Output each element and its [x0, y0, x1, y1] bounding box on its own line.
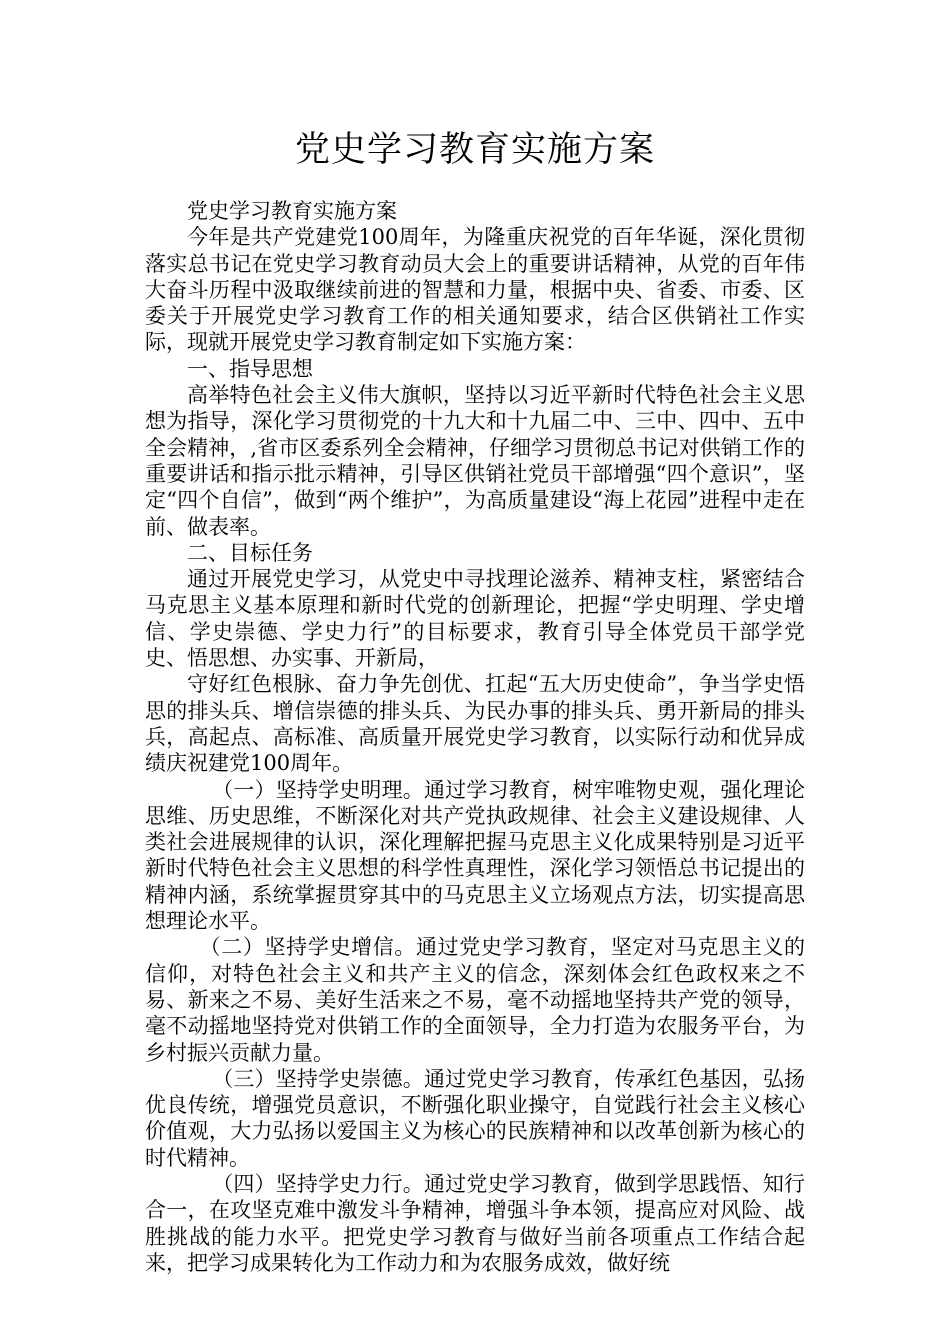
item-paragraph-one: （一）坚持学史明理。通过学习教育，树牢唯物史观，强化理论思维、历史思维，不断深化对共产党执政规律、社会主义建设规律、人类社会进展规律的认识，深化理解把握马克思主义化成果特别是习近平新时代特色社会主义思想的科学性真理性，深化学习领悟总书记提出的精神内涵，系统掌握贯穿其中的马克思主义立场观点方法，切实提高思想理论水平。 — [145, 777, 805, 934]
document-subtitle: 党史学习教育实施方案 — [187, 199, 397, 223]
item-paragraph-three: （三）坚持学史崇德。通过党史学习教育，传承红色基因，弘扬优良传统，增强党员意识，不断强化职业操守，自觉践行社会主义核心价值观，大力弘扬以爱国主义为核心的民族精神和以改革创新为核心的时代精神。 — [145, 1066, 805, 1170]
goals-paragraph: 通过开展党史学习，从党史中寻找理论滋养、精神支柱，紧密结合马克思主义基本原理和新时代党的创新理论，把握“学史明理、学史增信、学史崇德、学史力行”的目标要求，教育引导全体党员干部学党史、悟思想、办实事、开新局， — [145, 567, 805, 671]
section-heading-goals: 二、目标任务 — [187, 540, 313, 565]
item-paragraph-four: （四）坚持学史力行。通过党史学习教育，做到学思践悟、知行合一，在攻坚克难中激发斗争精神，增强斗争本领，提高应对风险、战胜挑战的能力水平。把党史学习教育与做好当前各项重点工作结合起来，把学习成果转化为工作动力和为农服务成效，做好统 — [145, 1171, 805, 1275]
item-paragraph-two: （二）坚持学史增信。通过党史学习教育，坚定对马克思主义的信仰，对特色社会主义和共产主义的信念，深刻体会红色政权来之不易、新来之不易、美好生活来之不易，毫不动摇地坚持共产党的领导，毫不动摇地坚持党对供销工作的全面领导，全力打造为农服务平台，为乡村振兴贡献力量。 — [145, 935, 805, 1065]
section-heading-guiding-thought: 一、指导思想 — [187, 356, 313, 381]
guiding-thought-paragraph: 高举特色社会主义伟大旗帜，坚持以习近平新时代特色社会主义思想为指导，深化学习贯彻党的十九大和十九届二中、三中、四中、五中全会精神，,省市区委系列全会精神，仔细学习贯彻总书记对供销工作的重要讲话和指示批示精神，引导区供销社党员干部增强“四个意识”，坚定“四个自信”，做到“两个维护”，为高质量建设“海上花园”进程中走在前、做表率。 — [145, 383, 805, 539]
document-title: 党史学习教育实施方案 — [294, 130, 655, 170]
goals-paragraph-continued: 守好红色根脉、奋力争先创优、扛起“五大历史使命”，争当学史悟思的排头兵、增信崇德的排头兵、为民办事的排头兵、勇开新局的排头兵，高起点、高标准、高质量开展党史学习教育，以实际行动和优异成绩庆祝建党100周年。 — [145, 672, 805, 776]
document-body — [145, 198, 805, 1276]
intro-paragraph: 今年是共产党建党100周年，为隆重庆祝党的百年华诞，深化贯彻落实总书记在党史学习教育动员大会上的重要讲话精神，从党的百年伟大奋斗历程中汲取继续前进的智慧和力量，根据中央、省委、市委、区委关于开展党史学习教育工作的相关通知要求，结合区供销社工作实际，现就开展党史学习教育制定如下实施方案： — [145, 225, 805, 355]
